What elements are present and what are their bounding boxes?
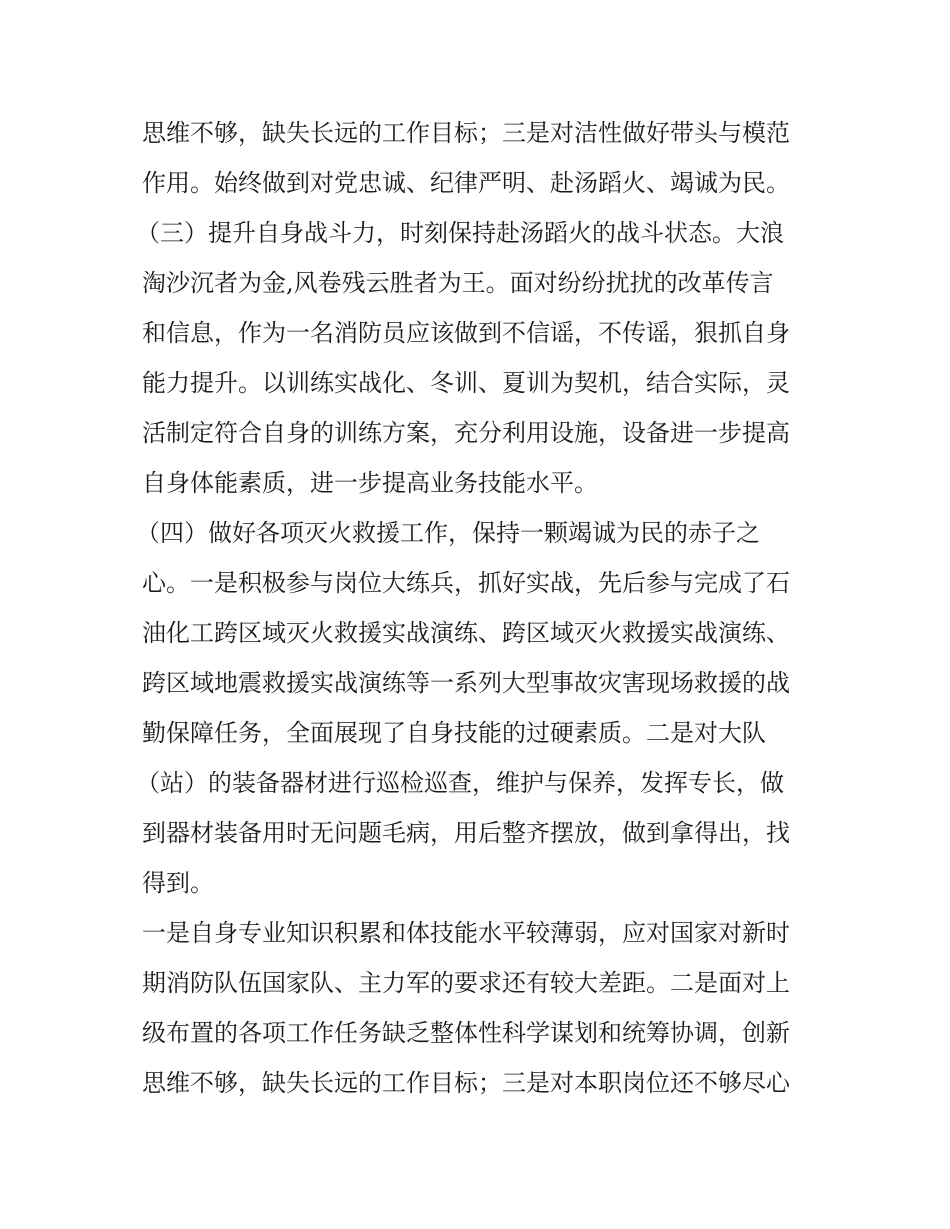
text-line: 作用。始终做到对党忠诚、纪律严明、赴汤蹈火、竭诚为民。 (142, 169, 790, 197)
text-line: （三）提升自身战斗力，时刻保持赴汤蹈火的战斗状态。大浪 (136, 219, 784, 247)
body-text (136, 108, 832, 1108)
text-line: （站）的装备器材进行巡检巡查，维护与保养，发挥专长，做 (136, 769, 784, 797)
text-line: 油化工跨区域灭火救援实战演练、跨区域灭火救援实战演练、 (142, 619, 790, 647)
text-line: 级布置的各项工作任务缺乏整体性科学谋划和统筹协调，创新 (142, 1019, 790, 1047)
text-line: （四）做好各项灭火救援工作，保持一颗竭诚为民的赤子之 (136, 519, 760, 547)
text-line: 心。一是积极参与岗位大练兵，抓好实战，先后参与完成了石 (142, 569, 790, 597)
text-line: 勤保障任务，全面展现了自身技能的过硬素质。二是对大队 (142, 719, 766, 747)
text-line: 一是自身专业知识积累和体技能水平较薄弱，应对国家对新时 (142, 919, 790, 947)
text-line: 淘沙沉者为金,风卷残云胜者为王。面对纷纷扰扰的改革传言 (142, 269, 774, 297)
text-line: 到器材装备用时无问题毛病，用后整齐摆放，做到拿得出，找 (142, 819, 790, 847)
text-line: 跨区域地震救援实战演练等一系列大型事故灾害现场救援的战 (142, 669, 790, 697)
text-line: 得到。 (142, 869, 214, 897)
text-line: 思维不够，缺失长远的工作目标；三是对洁性做好带头与模范 (142, 119, 790, 147)
text-line: 和信息，作为一名消防员应该做到不信谣，不传谣，狠抓自身 (142, 319, 790, 347)
text-line: 能力提升。以训练实战化、冬训、夏训为契机，结合实际，灵 (142, 369, 790, 397)
text-line: 活制定符合自身的训练方案，充分利用设施，设备进一步提高 (142, 419, 790, 447)
text-line: 自身体能素质，进一步提高业务技能水平。 (142, 469, 598, 497)
text-line: 思维不够，缺失长远的工作目标；三是对本职岗位还不够尽心 (142, 1069, 790, 1097)
text-line: 期消防队伍国家队、主力军的要求还有较大差距。二是面对上 (142, 969, 790, 997)
